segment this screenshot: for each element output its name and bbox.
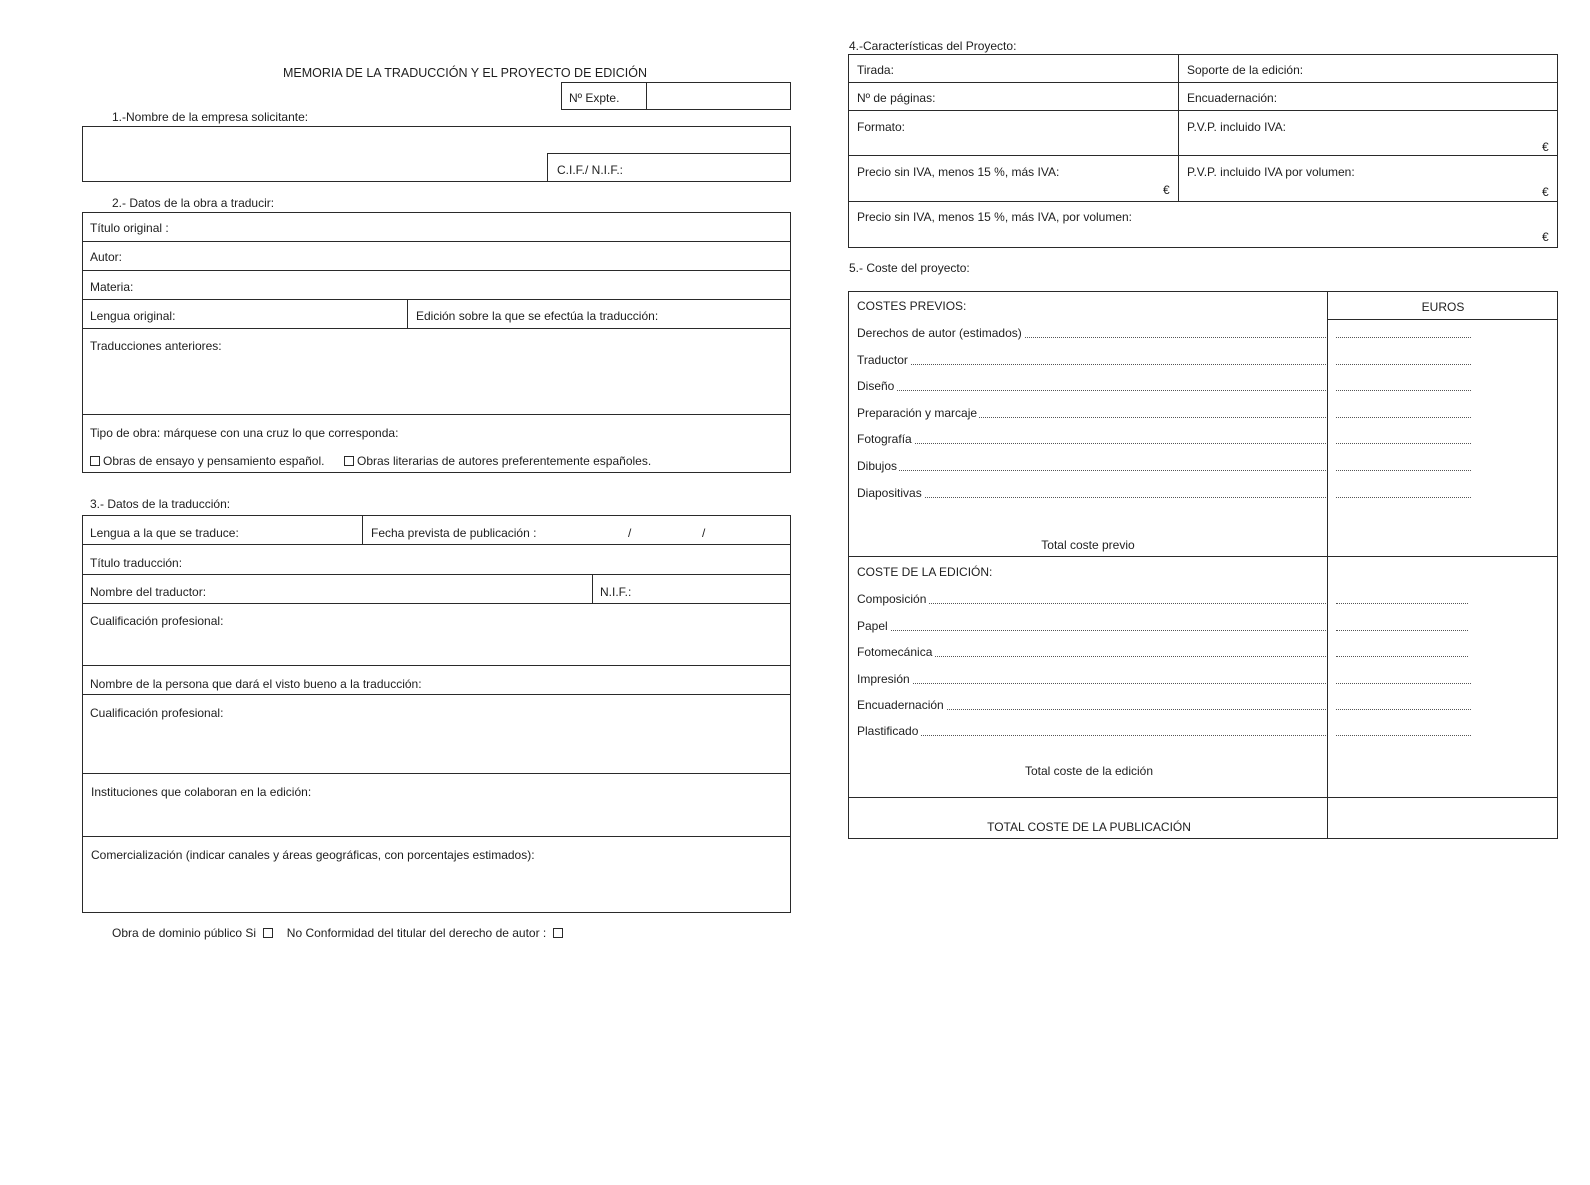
section2-heading: 2.- Datos de la obra a traducir: <box>112 196 275 210</box>
costes-previos-heading: COSTES PREVIOS: <box>857 299 967 313</box>
conformidad-checkbox[interactable] <box>553 928 563 938</box>
edicion-sobre-field[interactable] <box>668 301 788 326</box>
date-separator-1: / <box>628 526 632 540</box>
section5-heading: 5.- Coste del proyecto: <box>849 261 970 275</box>
lengua-original-field[interactable] <box>185 301 405 326</box>
cost-item-label: Fotografía <box>857 432 912 446</box>
option-literarias[interactable] <box>344 454 651 468</box>
cost-item-label: Papel <box>857 619 888 633</box>
option-literarias-label: Obras literarias de autores preferentemente españoles. <box>357 454 652 468</box>
precio-sin-iva-volumen-euro: € <box>1542 230 1549 244</box>
pvp-iva-label: P.V.P. incluido IVA: <box>1187 120 1286 134</box>
total-publicacion-label: TOTAL COSTE DE LA PUBLICACIÓN <box>987 820 1191 834</box>
cualificacion-2-field[interactable] <box>84 722 789 771</box>
comercializacion-field[interactable] <box>84 865 789 911</box>
cost-fotografia-field[interactable] <box>1334 429 1474 445</box>
section3-heading: 3.- Datos de la traducción: <box>90 497 231 511</box>
cost-item-label: Plastificado <box>857 724 919 738</box>
autor-label: Autor: <box>90 250 123 264</box>
cost-dibujos-field[interactable] <box>1334 456 1474 472</box>
cost-composicion-field[interactable] <box>1334 589 1474 605</box>
materia-field[interactable] <box>140 272 788 297</box>
autor-field[interactable] <box>130 243 788 268</box>
cost-traductor-field[interactable] <box>1334 350 1474 366</box>
cualificacion-1-label: Cualificación profesional: <box>90 614 224 628</box>
coste-edicion-heading: COSTE DE LA EDICIÓN: <box>857 565 993 579</box>
tipo-obra-label: Tipo de obra: márquese con una cruz lo que corresponda: <box>90 426 399 440</box>
comercializacion-label: Comercialización (indicar canales y áreas geográficas, con porcentajes estimados): <box>91 848 535 862</box>
cost-encuadernacion-field[interactable] <box>1334 695 1474 711</box>
encuadernacion-label: Encuadernación: <box>1187 91 1278 105</box>
cost-item-label: Preparación y marcaje <box>857 406 978 420</box>
dominio-si-checkbox[interactable] <box>263 928 273 938</box>
soporte-label: Soporte de la edición: <box>1187 63 1304 77</box>
visto-bueno-label: Nombre de la persona que dará el visto bueno a la traducción: <box>90 677 422 691</box>
dominio-publico-label: Obra de dominio público Si <box>112 926 257 940</box>
literarias-checkbox[interactable] <box>344 456 354 466</box>
form-title: MEMORIA DE LA TRADUCCIÓN Y EL PROYECTO DE EDICIÓN <box>283 66 647 80</box>
pvp-iva-volumen-field[interactable] <box>1180 181 1540 199</box>
soporte-field[interactable] <box>1305 56 1555 80</box>
cost-item-label: Dibujos <box>857 459 898 473</box>
num-paginas-field[interactable] <box>940 84 1175 108</box>
cost-fotomecanica-field[interactable] <box>1334 642 1474 658</box>
traducciones-anteriores-field[interactable] <box>84 356 789 412</box>
cost-diseno-field[interactable] <box>1334 376 1474 392</box>
total-publicacion-field[interactable] <box>1330 800 1556 836</box>
formato-field[interactable] <box>850 136 1176 153</box>
cualificacion-1-field[interactable] <box>84 630 789 663</box>
no-conformidad-label: No Conformidad del titular del derecho de autor : <box>286 926 547 940</box>
num-paginas-label: Nº de páginas: <box>857 91 936 105</box>
total-previo-field[interactable] <box>1330 520 1556 554</box>
cost-item-label: Composición <box>857 592 927 606</box>
tirada-label: Tirada: <box>857 63 894 77</box>
precio-sin-iva-euro: € <box>1163 183 1170 197</box>
expte-label: Nº Expte. <box>569 91 620 105</box>
formato-label: Formato: <box>857 120 906 134</box>
instituciones-field[interactable] <box>84 802 789 834</box>
cost-item-label: Traductor <box>857 353 908 367</box>
nombre-traductor-field[interactable] <box>215 576 590 601</box>
nombre-traductor-label: Nombre del traductor: <box>90 585 207 599</box>
cost-item-label: Derechos de autor (estimados) <box>857 326 1022 340</box>
titulo-traduccion-label: Título traducción: <box>90 556 183 570</box>
nif-label: N.I.F.: <box>600 585 632 599</box>
pvp-iva-volumen-euro: € <box>1542 185 1549 199</box>
cost-plastificado-field[interactable] <box>1334 721 1474 737</box>
lengua-traduce-label: Lengua a la que se traduce: <box>90 526 239 540</box>
pvp-iva-euro: € <box>1542 140 1549 154</box>
precio-sin-iva-volumen-label: Precio sin IVA, menos 15 %, más IVA, por volumen: <box>857 210 1133 224</box>
lengua-traduce-field[interactable] <box>248 517 360 542</box>
total-edicion-label: Total coste de la edición <box>1024 764 1154 778</box>
instituciones-label: Instituciones que colaboran en la edición: <box>91 785 312 799</box>
titulo-original-label: Título original : <box>90 221 169 235</box>
expte-field[interactable] <box>648 84 788 108</box>
precio-sin-iva-volumen-field[interactable] <box>850 227 1540 246</box>
cost-diapositivas-field[interactable] <box>1334 483 1474 499</box>
titulo-original-field[interactable] <box>180 214 788 239</box>
option-ensayo-label: Obras de ensayo y pensamiento español. <box>103 454 325 468</box>
lengua-original-label: Lengua original: <box>90 309 176 323</box>
cost-derechos-field[interactable] <box>1334 323 1474 339</box>
precio-sin-iva-label: Precio sin IVA, menos 15 %, más IVA: <box>857 165 1060 179</box>
nif-field[interactable] <box>640 576 788 601</box>
cost-papel-field[interactable] <box>1334 616 1474 632</box>
company-name-field[interactable] <box>84 128 789 152</box>
materia-label: Materia: <box>90 280 134 294</box>
pvp-iva-volumen-label: P.V.P. incluido IVA por volumen: <box>1187 165 1355 179</box>
total-edicion-field[interactable] <box>1330 750 1556 795</box>
cualificacion-2-label: Cualificación profesional: <box>90 706 224 720</box>
tirada-field[interactable] <box>900 56 1175 80</box>
cost-item-label: Encuadernación <box>857 698 944 712</box>
option-ensayo[interactable] <box>90 454 324 468</box>
dominio-publico <box>112 926 566 940</box>
fecha-prevista-field[interactable] <box>545 517 788 542</box>
fecha-prevista-label: Fecha prevista de publicación : <box>371 526 537 540</box>
section4-heading: 4.-Características del Proyecto: <box>849 39 1017 53</box>
encuadernacion-field[interactable] <box>1280 84 1555 108</box>
date-separator-2: / <box>702 526 706 540</box>
cif-field[interactable] <box>630 155 788 179</box>
cost-preparacion-field[interactable] <box>1334 403 1474 419</box>
cost-item-label: Fotomecánica <box>857 645 933 659</box>
edicion-sobre-label: Edición sobre la que se efectúa la traducción: <box>416 309 659 323</box>
traducciones-anteriores-label: Traducciones anteriores: <box>90 339 222 353</box>
visto-bueno-field[interactable] <box>435 667 788 692</box>
cost-item-label: Impresión <box>857 672 910 686</box>
total-previo-label: Total coste previo <box>1041 538 1135 552</box>
cost-impresion-field[interactable] <box>1334 669 1474 685</box>
pvp-iva-field[interactable] <box>1180 136 1540 153</box>
ensayo-checkbox[interactable] <box>90 456 100 466</box>
precio-sin-iva-field[interactable] <box>850 181 1162 199</box>
titulo-traduccion-field[interactable] <box>190 546 788 572</box>
cost-item-label: Diseño <box>857 379 895 393</box>
euros-header: EUROS <box>1421 300 1465 314</box>
cost-item-label: Diapositivas <box>857 486 922 500</box>
cif-label: C.I.F./ N.I.F.: <box>557 163 624 177</box>
section1-heading: 1.-Nombre de la empresa solicitante: <box>112 110 309 124</box>
